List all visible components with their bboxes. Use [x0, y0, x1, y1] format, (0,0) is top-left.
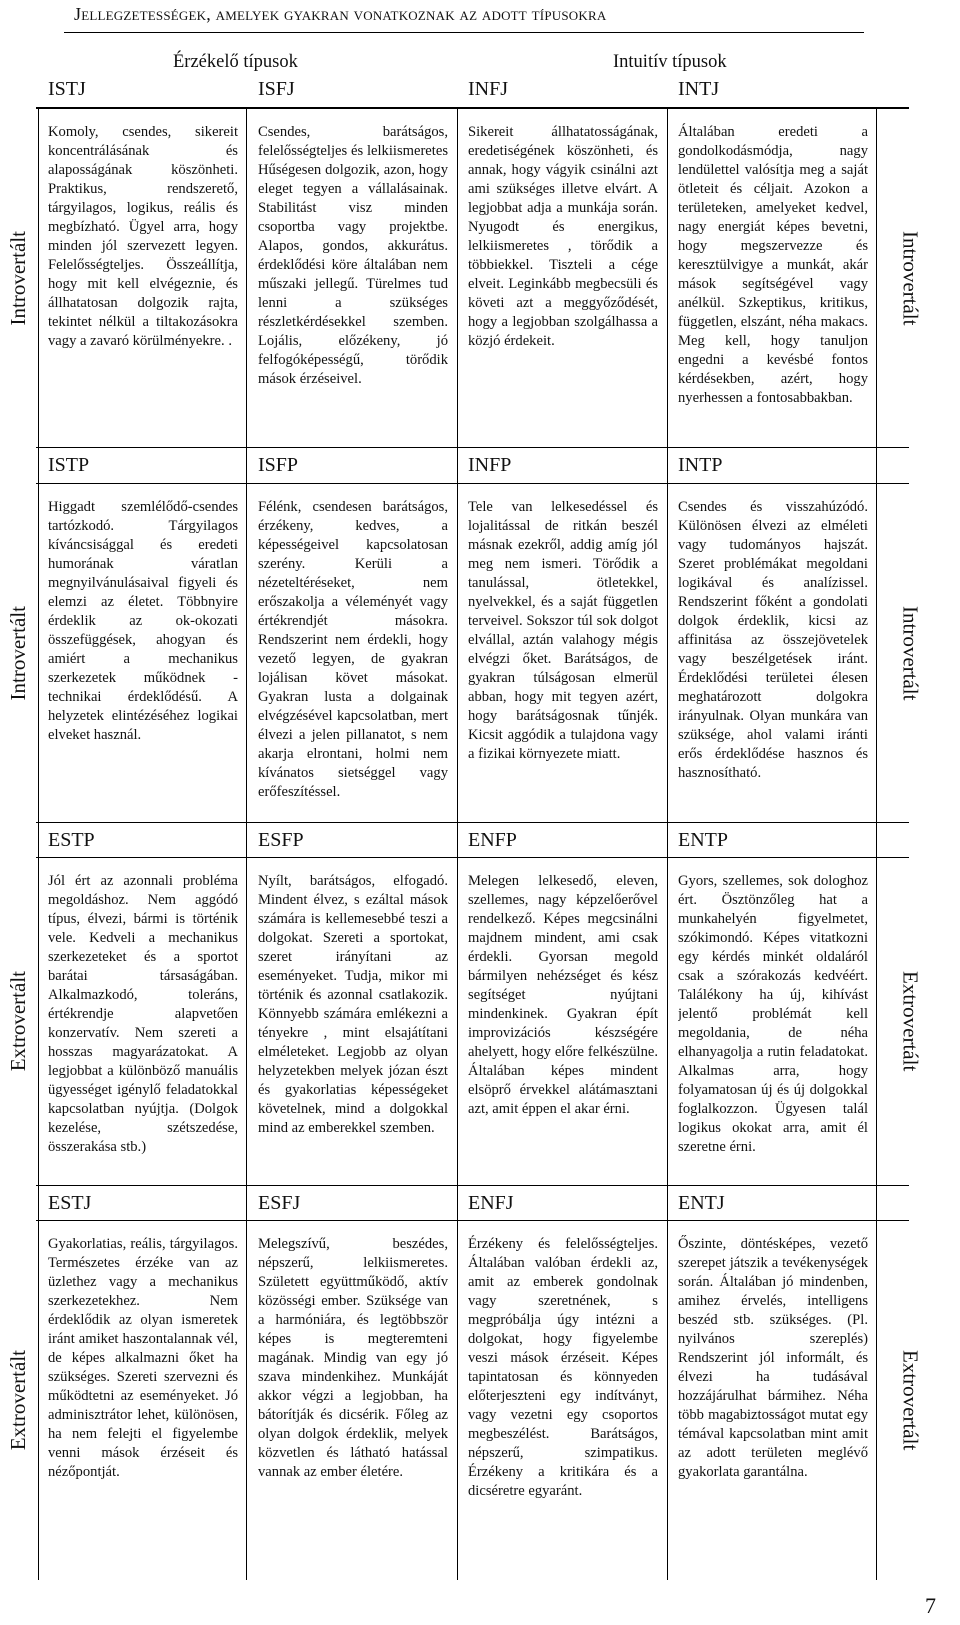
- type-description: Jól ért az azonnali probléma megoldáshoz. Nem aggódó típus, élvezi, bármi is történik vele. Kedveli a mechanikus szerkezeteket és a sportot barátai társaságában. Alkalmazkodó, toleráns, értékrendje alapvetően konzervatív. Nem szereti a hosszas magyarázatokat. A legjobbat a különböző manuális ügyességet igénylő feladatokkal kapcsolatban nyújtja. (Dolgok kezelése, szétszedése, összerakása stb.): [48, 873, 238, 1155]
- type-description: Higgadt szemlélődő-csendes tartózkodó. Tárgyilagos kíváncsisággal és eredeti humorának váratlan megnyilvánulásaival figyeli és elemzi az életet. Többnyire érdeklik az ok-okozati összefüggések, ahogyan és amiért a mechanikus szerkezetek működnek - technikai érdeklődésű. A helyzetek elintézéséhez logikai elveket használ.: [48, 499, 238, 743]
- side-label-left: Extrovertált: [5, 970, 30, 1072]
- table-top-rule: [36, 107, 909, 109]
- type-description: Sikereit állhatatosságának, eredetiségének köszönheti, és annak, hogy vágyik csinálni azt ami szükséges illetve elvárt. A legjobbat adja a munkája során. Nyugodt és energikus, lelkiismeretes , törődik a többiekkel. Tiszteli a cége elveit. Leginkább megbecsüli és követi azt a meggyőződését, hogy a legjobban szolgálhassa a közjó érdekeit.: [468, 124, 658, 349]
- type-description: Általában eredeti a gondolkodásmódja, nagy lendülettel valósítja meg a saját ötleteit és céljait. Azokon a területeken, amelyeket kedvel, nagy energiát képes bevetni, hogy megszervezze és keresztülvigye a munkát, akár mások segítségével vagy anélkül. Szkeptikus, kritikus, független, elszánt, néha makacs. Meg kell, hogy tanuljon engedni a kevésbé fontos kérdésekben, azért, hogy nyerhessen a fontosabbakban.: [678, 124, 868, 406]
- type-description: Félénk, csendesen barátságos, érzékeny, kedves, a képességeivel kapcsolatosan szerény. Kerüli a nézeteltéréseket, nem erőszakolja a véleményét vagy értékrendjét másokra. Rendszerint nem érdekli, hogy vezető legyen, de gyakran lojálisan követ másokat. Gyakran lusta a dolgainak elvégzésével kapcsolatban, mert élvezi a jelen pillanatot, s nem akarja elrontani, holmi nem kívánatos sietséggel vagy erőfeszítéssel.: [258, 499, 448, 800]
- type-header: ESFP: [258, 829, 304, 851]
- type-description: Csendes és visszahúzódó. Különösen élvezi az elméleti vagy tudományos hajszát. Szeret problémákat megoldani logikával és analízissel. Rendszerint főként a gondolati dolgok érdeklik, kicsi az affinitása az összejövetelek vagy beszélgetések iránt. Érdeklődési területei élesen meghatározott dolgokra irányulnak. Olyan munkára van szüksége, ahol valami iránti erős érdeklődése hasznos és hasznosítható.: [678, 499, 868, 781]
- type-description: Őszinte, döntésképes, vezető szerepet játszik a tevékenységek során. Általában jó mindenben, amihez érvelés, intelligens beszéd stb. szükséges. (Pl. nyilvános szereplés) Rendszerint jól informált, és élvezi ha tudásával hozzájárulhat bármihez. Néha több magabiztosságot mutat egy témával kapcsolatban mint amit az adott területen meglévő gyakorlata garantálna.: [678, 1236, 868, 1480]
- type-description: Nyílt, barátságos, elfogadó. Mindent élvez, s ezáltal mások számára is kellemesebbé teszi a dolgokat. Szereti a sportokat, szeret irányítani az eseményeket. Tudja, mikor mi történik és azonnal csatlakozik. Könnyebb számára emlékezni a tényekre , mint elsajátítani elméleteket. Legjobb az olyan helyzetekben melyek józan észt és gyakorlatias képességeket követelnek, mind a dolgokkal mind az emberekkel szemben.: [258, 873, 448, 1136]
- type-header: ENTJ: [678, 1192, 725, 1214]
- group-label-intuitive: Intuitív típusok: [613, 52, 727, 72]
- row-rule: [36, 1220, 909, 1221]
- side-label-right: Introvertált: [898, 230, 923, 326]
- type-description: Csendes, barátságos, felelősségteljes és lelkiismeretes Hűségesen dolgozik, azon, hogy eleget tegyen a vállalásainak. Stabilitást visz minden csoportba vagy projektbe. Alapos, gondos, akkurátus. érdeklődési köre általában nem műszaki jellegű. Türelmes tud lenni a szükséges részletkérdésekkel szemben. Lojális, előzékeny, jó felfogóképességű, törődik mások érzéseivel.: [258, 124, 448, 387]
- column-rule: [246, 108, 247, 1580]
- title-rule: [64, 32, 864, 33]
- side-label-right: Introvertált: [898, 605, 923, 701]
- type-description: Melegen lelkesedő, eleven, szellemes, nagy képzelőerővel rendelkező. Képes megcsinálni majdnem mindent, ami csak érdekli. Gyorsan megold bármilyen nehézséget és kész segítséget nyújtani mindenkinek. Gyakran épít improvizációs készségére ahelyett, hogy előre felkészülne. Általában képes mindent elsöprő érvekkel alátámasztani azt, amit éppen el akar érni.: [468, 873, 658, 1117]
- type-description: Érzékeny és felelősségteljes. Általában valóban érdekli az, amit az emberek gondolnak vagy szeretnének, s megpróbálja úgy intézni a dolgokat, hogy figyelembe veszi mások érzéseit. Képes tapintatosan és könnyeden előterjeszteni egy indítványt, vagy vezetni egy csoportos megbeszélést. Barátságos, népszerű, szimpatikus. Érzékeny a kritikára és a dicséretre egyaránt.: [468, 1236, 658, 1499]
- row-rule: [36, 1185, 909, 1186]
- type-header: ESTP: [48, 829, 95, 851]
- page-number: 7: [925, 1593, 936, 1618]
- group-label-sensing: Érzékelő típusok: [173, 52, 298, 72]
- side-label-left: Introvertált: [5, 230, 30, 326]
- type-header: ESTJ: [48, 1192, 92, 1214]
- side-label-left: Extrovertált: [5, 1349, 30, 1451]
- type-header: ENFP: [468, 829, 517, 851]
- side-label-right: Extrovertált: [898, 970, 923, 1072]
- type-header: ISFJ: [258, 78, 295, 100]
- side-label-right: Extrovertált: [898, 1349, 923, 1451]
- side-label-left: Introvertált: [5, 605, 30, 701]
- page-title: Jellegzetességek, amelyek gyakran vonatkoznak az adott típusokra: [74, 4, 607, 24]
- row-rule: [36, 483, 909, 484]
- row-rule: [36, 822, 909, 823]
- type-description: Gyors, szellemes, sok dologhoz ért. Ösztönzőleg hat a munkahelyén figyelmetet, szókimondó. Képes vitatkozni egy kérdés minkét oldaláról csak a szórakozás kedvéért. Találékony ha új, kihívást jelentő problémát kell megoldania, de néha elhanyagolja a rutin feladatokat. Alkalmas arra, hogy folyamatosan új és új dolgokkal foglalkozzon. Ügyesen talál logikus okokat arra, amit él szeretne érni.: [678, 873, 868, 1155]
- column-rule: [38, 108, 39, 1580]
- type-header: INFP: [468, 454, 512, 476]
- type-description: Gyakorlatias, reális, tárgyilagos. Természetes érzéke van az üzlethez vagy a mechanikus szerkezetekhez. Nem érdeklődik az olyan ismeretek iránt amiket haszontalannak vél, de képes alkalmazni őket ha szükséges. Szereti szervezni és működtetni az eseményeket. Jó adminisztrátor lehet, különösen, ha nem felejti el figyelembe venni mások érzéseit és nézőpontját.: [48, 1236, 238, 1480]
- type-description: Tele van lelkesedéssel és lojalitással de ritkán beszél másnak ezekről, addig amíg jól meg nem ismeri. Törődik a tanulással, ötletekkel, nyelvekkel, és a saját független terveivel. Sokszor túl sok dolgot elvállal, aztán valahogy mégis elvégzi őket. Barátságos, de gyakran túlságosan elmerül abban, hogy mit tegyen azért, hogy barátságosnak tűnjék. Kicsit aggódik a tulajdona vagy a fizikai környezete miatt.: [468, 499, 658, 762]
- type-header: ISFP: [258, 454, 299, 476]
- type-description: Komoly, csendes, sikereit koncentrálásának és alaposságának köszönheti. Praktikus, rendszerető, tárgyilagos, logikus, reális és megbízható. Ügyel arra, hogy minden jól szervezett legyen. Felelősségteljes. Összeállítja, hogy mit kell elvégeznie, és állhatatosan dolgozik rajta, tekintet nélkül a tiltakozásokra vagy a zavaró körülményekre. .: [48, 124, 238, 349]
- row-rule: [36, 447, 909, 448]
- row-rule: [36, 857, 909, 858]
- type-description: Melegszívű, beszédes, népszerű, lelkiismeretes. Született együttműködő, aktív közösségi ember. Szüksége van a harmóniára, és legtöbbször képes is megteremteni magának. Mindig van egy jó szava mindenkihez. Munkáját akkor végzi a legjobban, ha bátorítják és dicsérik. Főleg az olyan dolgok érdeklik, melyek közvetlen és látható hatással vannak az ember életére.: [258, 1236, 448, 1480]
- type-header: ISTJ: [48, 78, 86, 100]
- type-header: INFJ: [468, 78, 509, 100]
- column-rule: [876, 108, 877, 1580]
- type-header: INTJ: [678, 78, 720, 100]
- type-header: ISTP: [48, 454, 90, 476]
- type-header: ENFJ: [468, 1192, 514, 1214]
- column-rule: [457, 108, 458, 1580]
- type-header: INTP: [678, 454, 723, 476]
- type-header: ENTP: [678, 829, 728, 851]
- type-header: ESFJ: [258, 1192, 301, 1214]
- column-rule: [667, 108, 668, 1580]
